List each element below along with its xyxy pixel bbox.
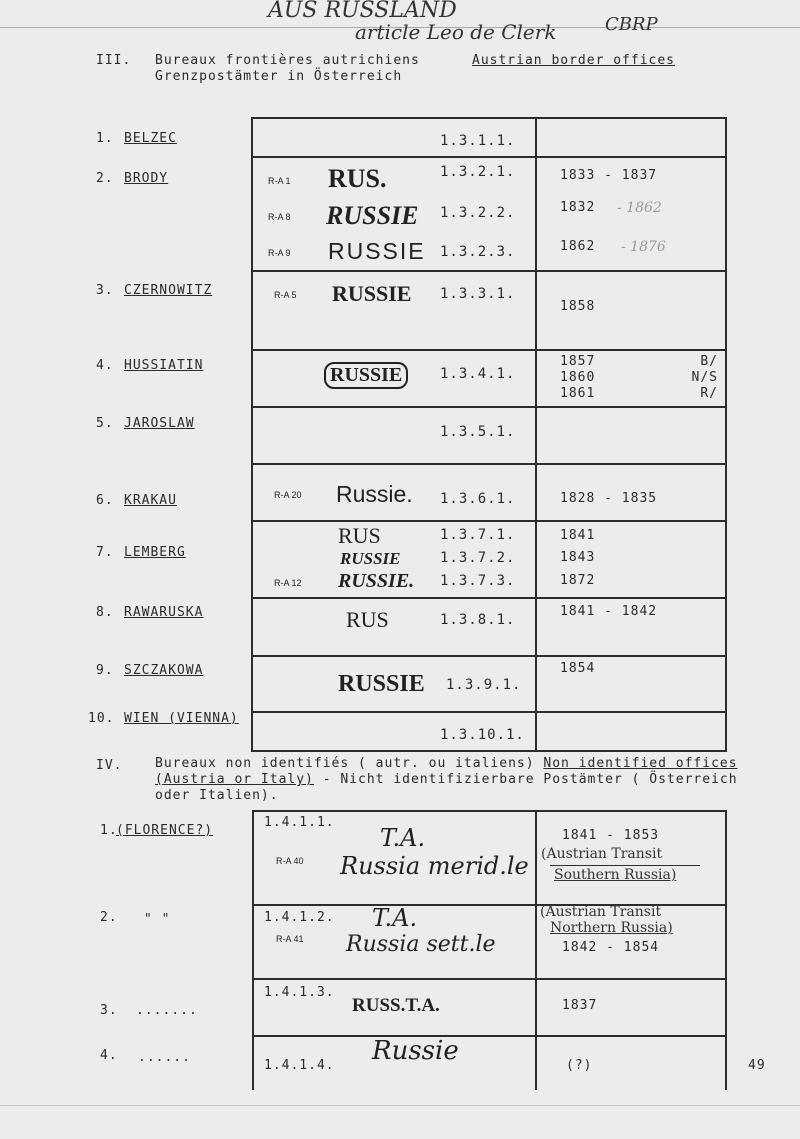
- postmark-stamp: Russie.: [336, 481, 413, 507]
- office-4-number: 4.: [96, 358, 114, 373]
- entry-dates: 1843: [560, 550, 596, 565]
- ra-ref: R-A 9: [268, 248, 291, 258]
- table4-rule: [252, 1035, 727, 1037]
- table4-rule: [252, 810, 727, 812]
- section-3-title-fr: Bureaux frontières autrichiens: [155, 53, 420, 68]
- table3-rule: [251, 270, 727, 272]
- section-3-title-en: Austrian border offices: [472, 53, 676, 68]
- ra-ref: R-A 20: [274, 490, 302, 500]
- section-4-title-en: Non identified offices: [543, 756, 738, 771]
- entry-date: 1857: [560, 354, 596, 369]
- office-8-name: RAWARUSKA: [124, 605, 204, 620]
- office-3-name: CZERNOWITZ: [124, 283, 213, 298]
- entry-code: 1.3.7.3.: [440, 573, 516, 589]
- office4-1-name: (FLORENCE?): [116, 823, 214, 838]
- table3-rule: [251, 750, 727, 752]
- table3-rule: [251, 349, 727, 351]
- entry-code: 1.3.3.1.: [440, 286, 516, 302]
- note-underline: [550, 865, 700, 866]
- ra-ref: R-A 40: [276, 856, 304, 866]
- color-code: R/: [700, 386, 718, 401]
- entry-date: 1861: [560, 386, 596, 401]
- office-1-number: 1.: [96, 131, 114, 146]
- entry-code: 1.4.1.3.: [264, 985, 335, 1000]
- office4-3-name: .......: [136, 1003, 198, 1018]
- postmark-stamp: RUSSIE: [340, 549, 401, 568]
- bottom-rule: [0, 1105, 800, 1106]
- entry-dates: 1832: [560, 200, 596, 215]
- office-4-name: HUSSIATIN: [124, 358, 204, 373]
- table3-divider: [535, 117, 537, 752]
- header-note-cbrp: CBRP: [605, 14, 658, 35]
- office-2-number: 2.: [96, 171, 114, 186]
- postmark-stamp-script: T.A.: [380, 824, 426, 852]
- entry-code: 1.3.1.1.: [440, 133, 516, 149]
- table3-rule: [251, 520, 727, 522]
- table4-rule: [252, 978, 727, 980]
- table3-rule: [251, 711, 727, 713]
- office-10-name: WIEN (VIENNA): [124, 711, 239, 726]
- entry-code: 1.3.5.1.: [440, 424, 516, 440]
- table3-rule: [251, 156, 727, 158]
- entry-dates: 1862: [560, 239, 596, 254]
- postmark-stamp: RUS: [338, 523, 381, 548]
- table3-rule: [251, 463, 727, 465]
- section-3-number: III.: [96, 53, 132, 68]
- office4-3-number: 3.: [100, 1003, 118, 1018]
- entry-code: 1.3.2.3.: [440, 244, 516, 260]
- table3-rule: [251, 597, 727, 599]
- entry-code: 1.3.7.1.: [440, 527, 516, 543]
- postmark-stamp: RUSSIE: [326, 201, 419, 230]
- postmark-stamp-script: Russia merid.le: [340, 852, 529, 880]
- postmark-stamp-script: Russie: [372, 1036, 459, 1066]
- office-7-name: LEMBERG: [124, 545, 186, 560]
- handwritten-note: (Austrian Transit: [540, 904, 662, 920]
- postmark-stamp: RUS: [346, 607, 389, 632]
- section-4-title-de: - Nicht identifizierbare Postämter ( Österreich: [313, 772, 738, 787]
- office-9-name: SZCZAKOWA: [124, 663, 204, 678]
- entry-date: 1860: [560, 370, 596, 385]
- section-4-line-1: [155, 756, 738, 771]
- entry-code: 1.4.1.4.: [264, 1058, 335, 1073]
- handwritten-note: (Austrian Transit: [541, 846, 663, 862]
- entry-code: 1.4.1.2.: [264, 910, 335, 925]
- color-code: N/S: [691, 370, 718, 385]
- office-3-number: 3.: [96, 283, 114, 298]
- entry-code: 1.4.1.1.: [264, 815, 335, 830]
- office-7-number: 7.: [96, 545, 114, 560]
- header-note-article: article Leo de Clerk: [355, 20, 557, 44]
- entry-dates: 1841: [560, 528, 596, 543]
- office-9-number: 9.: [96, 663, 114, 678]
- table3-border: [251, 117, 253, 752]
- section-4-title-fr: Bureaux non identifiés ( autr. ou italiens): [155, 756, 544, 771]
- entry-dates: 1828 - 1835: [560, 491, 658, 506]
- header-note-title: AUS RUSSLAND: [268, 0, 457, 23]
- table4-border: [725, 810, 727, 1090]
- office-10-number: 10.: [88, 711, 115, 726]
- postmark-stamp: RUS.: [328, 164, 387, 193]
- ra-ref: R-A 41: [276, 934, 304, 944]
- postmark-stamp-script: Russia sett.le: [346, 932, 496, 957]
- entry-dates: 1837: [562, 998, 598, 1013]
- table4-divider: [535, 810, 537, 1090]
- entry-code: 1.3.4.1.: [440, 366, 516, 382]
- section-4-number: IV.: [96, 758, 123, 773]
- postmark-stamp: RUSS.T.A.: [352, 995, 440, 1016]
- office-5-name: JAROSLAW: [124, 416, 195, 431]
- table3-rule: [251, 655, 727, 657]
- pencil-note: - 1862: [617, 200, 662, 216]
- postmark-stamp: RUSSIE: [338, 671, 425, 697]
- entry-dates: 1842 - 1854: [562, 940, 660, 955]
- office4-4-number: 4.: [100, 1048, 118, 1063]
- entry-dates: 1872: [560, 573, 596, 588]
- ra-ref: R-A 12: [274, 578, 302, 588]
- handwritten-note: Southern Russia): [554, 867, 677, 883]
- office-2-name: BRODY: [124, 171, 169, 186]
- office-6-name: KRAKAU: [124, 493, 177, 508]
- ra-ref: R-A 5: [274, 290, 297, 300]
- entry-dates: (?): [566, 1058, 593, 1073]
- entry-dates: 1833 - 1837: [560, 168, 658, 183]
- table3-rule: [251, 117, 727, 119]
- office-1-name: BELZEC: [124, 131, 177, 146]
- page-number: 49: [748, 1058, 766, 1073]
- color-code: B/: [700, 354, 718, 369]
- entry-code: 1.3.10.1.: [440, 727, 525, 743]
- table3-rule: [251, 406, 727, 408]
- office4-4-name: ......: [138, 1050, 191, 1065]
- ra-ref: R-A 8: [268, 212, 291, 222]
- postmark-stamp: RUSSIE: [328, 238, 426, 264]
- postmark-stamp-boxed: RUSSIE: [324, 362, 408, 389]
- entry-code: 1.3.7.2.: [440, 550, 516, 566]
- section-4-line-3: oder Italien).: [155, 788, 279, 803]
- entry-dates: 1854: [560, 661, 596, 676]
- entry-dates: 1841 - 1853: [562, 828, 660, 843]
- postmark-stamp: RUSSIE: [332, 281, 412, 306]
- office-6-number: 6.: [96, 493, 114, 508]
- postmark-stamp: RUSSIE.: [338, 570, 415, 592]
- section-3-title-de: Grenzpostämter in Österreich: [155, 69, 403, 84]
- handwritten-note: Northern Russia): [550, 920, 673, 936]
- entry-code: 1.3.2.2.: [440, 205, 516, 221]
- entry-code: 1.3.8.1.: [440, 612, 516, 628]
- table3-border: [725, 117, 727, 752]
- table4-border: [252, 810, 254, 1090]
- section-4-line-2: [155, 772, 738, 787]
- office4-2-number: 2.: [100, 910, 118, 925]
- office4-2-name: " ": [144, 912, 171, 927]
- entry-code: 1.3.6.1.: [440, 491, 516, 507]
- entry-dates: 1858: [560, 299, 596, 314]
- entry-code: 1.3.2.1.: [440, 164, 516, 180]
- entry-dates: 1841 - 1842: [560, 604, 658, 619]
- office-5-number: 5.: [96, 416, 114, 431]
- ra-ref: R-A 1: [268, 176, 291, 186]
- office-8-number: 8.: [96, 605, 114, 620]
- section-4-title-en-2: (Austria or Italy): [155, 772, 314, 787]
- entry-code: 1.3.9.1.: [446, 677, 522, 693]
- pencil-note: - 1876: [621, 239, 666, 255]
- postmark-stamp-script: T.A.: [372, 904, 418, 932]
- office4-1-number: 1.: [100, 823, 118, 838]
